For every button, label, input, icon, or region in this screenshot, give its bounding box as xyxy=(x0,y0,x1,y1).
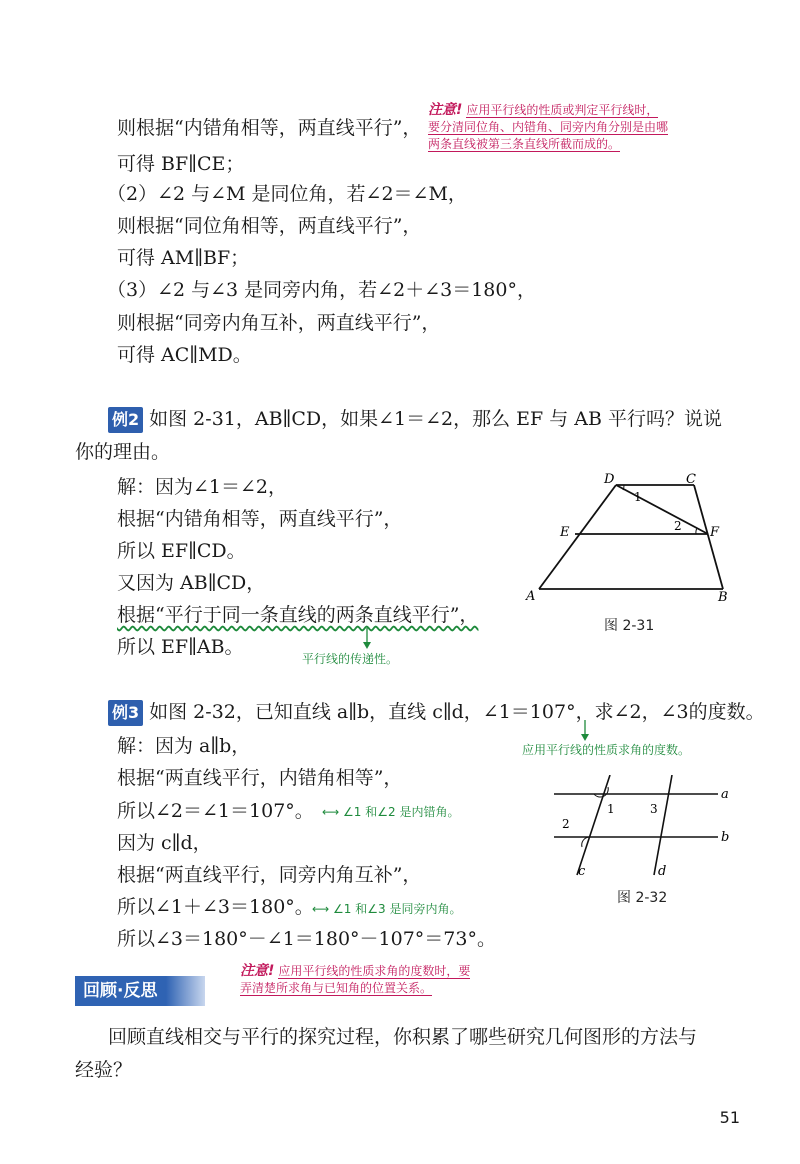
solution-line: 所以∠2＝∠1＝107°。 xyxy=(117,800,314,822)
arrow-down-icon xyxy=(362,628,372,650)
note-text: 两条直线被第三条直线所截而成的。 xyxy=(428,137,621,151)
note-text: 要分清同位角、内错角、同旁内角分别是由哪 xyxy=(428,120,669,134)
green-note: 平行线的传递性。 xyxy=(302,652,399,666)
label-C: C xyxy=(686,472,696,487)
example-badge: 例2 xyxy=(108,407,143,433)
text-line: （2）∠2 与∠M 是同位角，若∠2＝∠M， xyxy=(107,183,467,205)
text-line: 可得 AM∥BF； xyxy=(117,247,250,269)
review-text: 经验？ xyxy=(75,1059,133,1081)
text-line: 则根据“同位角相等，两直线平行”， xyxy=(117,215,422,237)
angle-label: 2 xyxy=(562,817,570,831)
text-line: 则根据“同旁内角互补，两直线平行”， xyxy=(117,312,441,334)
example-badge: 例3 xyxy=(108,700,143,726)
text-line: 可得 AC∥MD。 xyxy=(117,344,252,366)
solution-line: 所以∠3＝180°－∠1＝180°－107°＝73°。 xyxy=(117,928,496,950)
label-A: A xyxy=(526,589,536,604)
green-note-text: ∠1 和∠2 是内错角。 xyxy=(343,805,460,819)
note-box-2 xyxy=(240,963,470,997)
angle-label: 2 xyxy=(674,519,682,533)
solution-line: 根据“内错角相等，两直线平行”， xyxy=(117,508,403,530)
review-header: 回顾·反思 xyxy=(75,976,205,1006)
solution-line: 所以 EF∥AB。 xyxy=(117,636,244,658)
figure-caption: 图 2-31 xyxy=(604,618,655,634)
text-line: 可得 BF∥CE； xyxy=(117,153,245,175)
figure-2-31 xyxy=(520,470,740,620)
label-D: D xyxy=(604,472,615,487)
green-note: 应用平行线的性质求角的度数。 xyxy=(522,743,691,757)
solution-line: 根据“两直线平行，同旁内角互补”， xyxy=(117,864,422,886)
label-E: E xyxy=(560,525,570,540)
solution-line: 解：因为 a∥b， xyxy=(117,735,251,757)
solution-line: 所以∠1＋∠3＝180°。 xyxy=(117,896,314,918)
green-note: ⟷ ∠1 和∠3 是同旁内角。 xyxy=(312,902,462,916)
example-2-question xyxy=(108,407,722,433)
label-b: b xyxy=(721,830,730,845)
figure-caption: 图 2-32 xyxy=(617,890,668,906)
figure-2-32 xyxy=(550,775,750,885)
example-3-question xyxy=(108,700,765,726)
note-text: 弄清楚所求角与已知角的位置关系。 xyxy=(240,981,433,995)
text-line: （3）∠2 与∠3 是同旁内角，若∠2＋∠3＝180°， xyxy=(107,279,536,301)
label-F: F xyxy=(710,525,720,540)
text-line: 则根据“内错角相等，两直线平行”， xyxy=(117,117,422,139)
green-note: ⟷ ∠1 和∠2 是内错角。 xyxy=(322,805,460,819)
solution-line: 根据“两直线平行，内错角相等”， xyxy=(117,767,403,789)
note-tag: 注意! xyxy=(240,963,275,979)
solution-line: 又因为 AB∥CD， xyxy=(117,572,266,594)
solution-line: 因为 c∥d， xyxy=(117,832,212,854)
question-text: 如图 2-32，已知直线 a∥b，直线 c∥d，∠1＝107°，求∠2，∠3的度数。 xyxy=(149,701,765,723)
note-text: 应用平行线的性质或判定平行线时， xyxy=(466,103,659,117)
solution-line: 所以 EF∥CD。 xyxy=(117,540,246,562)
note-box-1 xyxy=(428,102,668,153)
note-text: 应用平行线的性质求角的度数时，要 xyxy=(278,964,471,978)
label-c: c xyxy=(578,864,586,879)
angle-label: 3 xyxy=(650,802,658,816)
question-text: 如图 2-31，AB∥CD，如果∠1＝∠2，那么 EF 与 AB 平行吗？说说 xyxy=(149,408,723,430)
angle-label: 1 xyxy=(607,802,615,816)
label-B: B xyxy=(718,590,728,605)
review-text: 回顾直线相交与平行的探究过程，你积累了哪些研究几何图形的方法与 xyxy=(108,1026,698,1048)
label-d: d xyxy=(658,864,667,879)
arrow-down-icon xyxy=(580,720,590,742)
solution-line: 解：因为∠1＝∠2， xyxy=(117,476,288,498)
solution-line: 根据“平行于同一条直线的两条直线平行”， xyxy=(117,604,479,626)
page-number: 51 xyxy=(719,1108,740,1127)
angle-label: 1 xyxy=(634,490,642,504)
label-a: a xyxy=(721,787,729,802)
text-line: 你的理由。 xyxy=(75,441,171,463)
green-note-text: ∠1 和∠3 是同旁内角。 xyxy=(333,902,462,916)
note-tag: 注意! xyxy=(428,102,463,118)
